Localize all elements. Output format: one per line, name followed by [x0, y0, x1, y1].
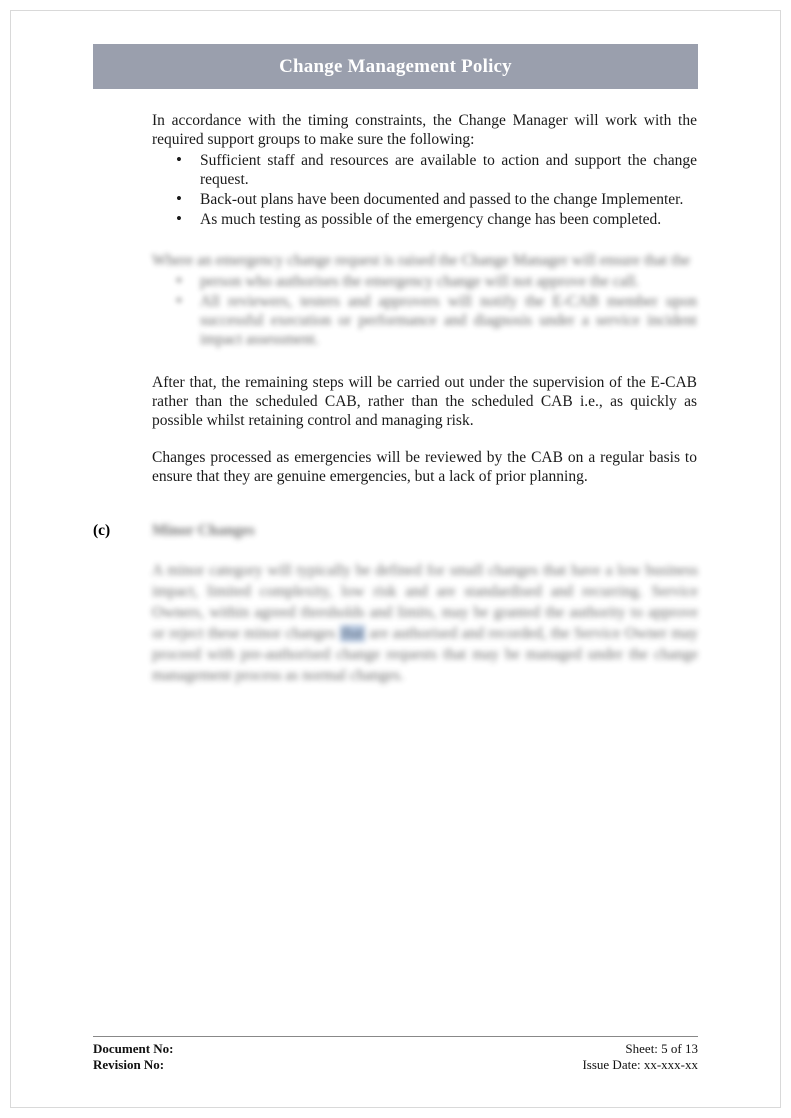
- list-item: • person who authorises the emergency change will not approve the call.: [200, 272, 697, 291]
- paragraph-after-emergency: After that, the remaining steps will be carried out under the supervision of the E-CAB rather than the scheduled CAB, rather than the scheduled CAB i.e., as quickly as possible whilst retaining control and managing risk.: [152, 374, 697, 429]
- sheet-number: Sheet: 5 of 13: [625, 1041, 698, 1056]
- redacted-bullet-list: [152, 272, 697, 349]
- document-title-banner: [93, 44, 698, 89]
- section-c-text-before: A minor category will typically be defined for small changes that have a low business impact, limited complexity, low risk and are standardised and recurring. Service Owners, within agreed thresholds and limits, may be granted the authority to approve or reject these minor changes: [152, 562, 698, 642]
- page-content: [93, 44, 698, 686]
- section-c-text-after: are authorised and recorded, the Service Owner may proceed with pre-authorised change requests that may be managed under the change management process as normal changes.: [152, 625, 699, 684]
- intro-paragraph: In accordance with the timing constraints, the Change Manager will work with the required support groups to make sure the following:: [152, 112, 697, 148]
- section-c-label: (c): [93, 522, 111, 539]
- list-item: • Back-out plans have been documented and passed to the change Implementer.: [200, 190, 697, 209]
- page-footer: [93, 1036, 698, 1073]
- list-item: • All reviewers, testers and approvers will notify the E-CAB member upon successful execution or performance and diagnosis under a service incident impact assessment.: [200, 292, 697, 349]
- document-no-label: Document No:: [93, 1041, 174, 1056]
- issue-date: Issue Date: xx-xxx-xx: [582, 1057, 698, 1072]
- section-c: [93, 522, 698, 686]
- document-body: [93, 111, 698, 486]
- footer-row-bottom: [93, 1057, 698, 1073]
- revision-no-label: Revision No:: [93, 1057, 165, 1072]
- section-c-paragraph: [152, 560, 698, 686]
- list-item: • As much testing as possible of the emergency change has been completed.: [200, 210, 697, 229]
- list-item: • Sufficient staff and resources are available to action and support the change request.: [200, 151, 697, 189]
- highlighted-word: that: [340, 625, 365, 642]
- page-title: Change Management Policy: [279, 55, 512, 77]
- requirements-bullet-list: [152, 151, 697, 229]
- paragraph-review: Changes processed as emergencies will be reviewed by the CAB on a regular basis to ensure that they are genuine emergencies, but a lack of prior planning.: [152, 449, 697, 485]
- redacted-lead-in: Where an emergency change request is raised the Change Manager will ensure that the: [152, 252, 691, 269]
- footer-row-top: [93, 1041, 698, 1057]
- redacted-section: [152, 251, 697, 349]
- section-c-heading: Minor Changes: [152, 522, 255, 539]
- section-c-body: [152, 560, 698, 686]
